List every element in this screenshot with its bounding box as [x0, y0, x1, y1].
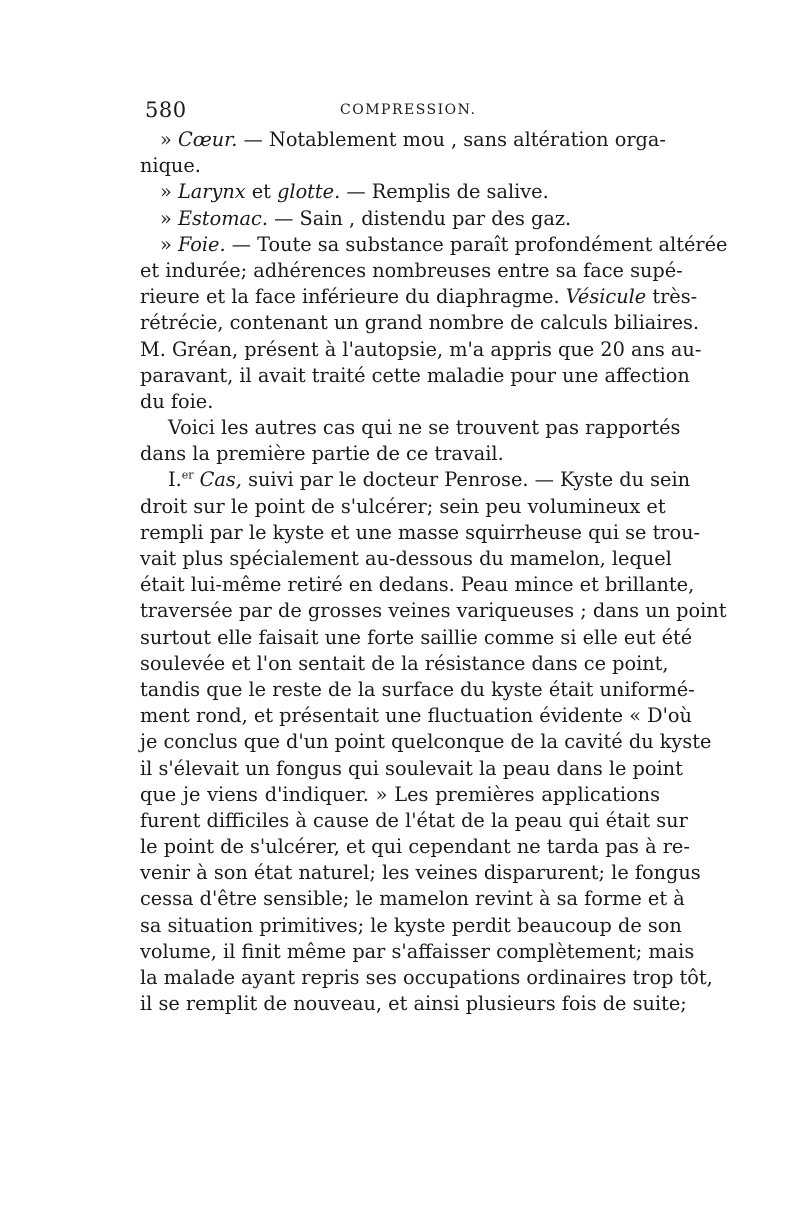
text-line [140, 782, 660, 808]
line-text: Voici les autres cas qui ne se trouvent pas rapportés [168, 416, 681, 440]
text-line [140, 127, 666, 153]
line-text: rempli par le kyste et une masse squirrheuse qui se trou- [140, 520, 701, 544]
line-text: il se remplit de nouveau, et ainsi plusieurs fois de suite; [140, 992, 687, 1016]
line-text: très- [646, 285, 698, 309]
text-line [140, 337, 702, 363]
line-text: paravant, il avait traité cette maladie pour une affection [140, 363, 690, 387]
text-line [140, 467, 691, 493]
line-text: et indurée; adhérences nombreuses entre sa face supé- [140, 258, 683, 282]
line-text: M. Gréan, présent à l'autopsie, m'a appris que 20 ans au- [140, 337, 702, 361]
line-text: — Remplis de salive. [340, 180, 549, 204]
text-line [140, 572, 695, 598]
text-line [140, 703, 692, 729]
text-line [140, 389, 660, 415]
line-text: dans la première partie de ce travail. [140, 442, 504, 466]
text-line [140, 441, 660, 467]
italic-text: Estomac. [177, 206, 268, 230]
line-text: tandis que le reste de la surface du kyste était uniformé- [140, 677, 695, 701]
line-text: volume, il finit même par s'affaisser complètement; mais [140, 939, 695, 963]
superscript: er [181, 469, 194, 483]
line-text: était lui-même retiré en dedans. Peau mince et brillante, [140, 573, 695, 597]
text-line [140, 153, 660, 179]
line-text: et [245, 180, 278, 204]
text-line [140, 834, 690, 860]
text-line [140, 415, 681, 441]
line-text: — Sain , distendu par des gaz. [267, 206, 572, 230]
italic-text: Foie. [177, 232, 226, 256]
line-text: traversée par de grosses veines variqueuses ; dans un point [140, 599, 727, 623]
text-line [140, 310, 700, 336]
italic-text: Cœur. [177, 128, 238, 151]
page-header [140, 98, 660, 124]
text-line [140, 913, 682, 939]
line-text: suivi par le docteur Penrose. — Kyste du sein [241, 468, 691, 492]
line-text: le point de s'ulcérer, et qui cependant ne tarda pas à re- [140, 835, 690, 859]
text-line [140, 808, 688, 834]
line-text: vait plus spécialement au-dessous du mamelon, lequel [140, 547, 672, 570]
line-text: cessa d'être sensible; le mamelon revint à sa forme et à [140, 887, 685, 911]
line-text: » [160, 232, 178, 256]
line-text: » [160, 128, 178, 151]
text-line [140, 546, 672, 572]
line-text: — Notablement mou , sans altération orga- [237, 128, 666, 151]
text-line [140, 965, 713, 991]
italic-text: Vésicule [565, 285, 647, 309]
text-line [140, 494, 666, 520]
line-text: sa situation primitives; le kyste perdit beaucoup de son [140, 913, 682, 937]
line-text: — Toute sa substance paraît profondément altérée [225, 232, 728, 256]
text-line [140, 625, 693, 651]
text-line [140, 232, 728, 258]
line-text: soulevée et l'on sentait de la résistance dans ce point, [140, 651, 669, 675]
text-line [140, 756, 683, 782]
line-text: du foie. [140, 389, 214, 413]
italic-text: glotte. [277, 180, 341, 204]
line-text: rétrécie, contenant un grand nombre de calculs biliaires. [140, 311, 700, 335]
text-line [140, 860, 701, 886]
text-line [140, 729, 712, 755]
line-text: » [160, 180, 178, 204]
line-text: il s'élevait un fongus qui soulevait la peau dans le point [140, 756, 683, 780]
text-line [140, 284, 698, 310]
text-line [140, 677, 695, 703]
text-line [140, 991, 687, 1017]
italic-text: Larynx [177, 180, 246, 204]
text-line [140, 651, 669, 677]
text-line [140, 939, 695, 965]
line-text: je conclus que d'un point quelconque de la cavité du kyste [140, 730, 712, 754]
line-text: que je viens d'indiquer. » Les premières applications [140, 782, 660, 806]
line-text: rieure et la face inférieure du diaphragme. [140, 285, 566, 309]
page-number: 580 [145, 98, 187, 122]
running-title: COMPRESSION. [340, 102, 477, 118]
text-line [140, 598, 727, 624]
line-text: venir à son état naturel; les veines disparurent; le fongus [140, 861, 701, 885]
line-text: I. [168, 468, 182, 492]
text-line [140, 363, 690, 389]
line-text: furent difficiles à cause de l'état de la peau qui était sur [140, 808, 688, 832]
body-text [140, 127, 728, 1017]
line-text: surtout elle faisait une forte saillie comme si elle eut été [140, 625, 693, 649]
line-text: droit sur le point de s'ulcérer; sein peu volumineux et [140, 494, 666, 518]
text-line [140, 520, 701, 546]
line-text: ment rond, et présentait une fluctuation évidente « D'où [140, 704, 692, 728]
italic-text: Cas, [193, 468, 242, 492]
text-line [140, 206, 660, 232]
line-text: la malade ayant repris ses occupations ordinaires trop tôt, [140, 966, 713, 989]
text-line [140, 179, 660, 205]
line-text: nique. [140, 154, 201, 178]
text-line [140, 886, 685, 912]
line-text: » [160, 206, 178, 230]
text-line [140, 258, 683, 284]
